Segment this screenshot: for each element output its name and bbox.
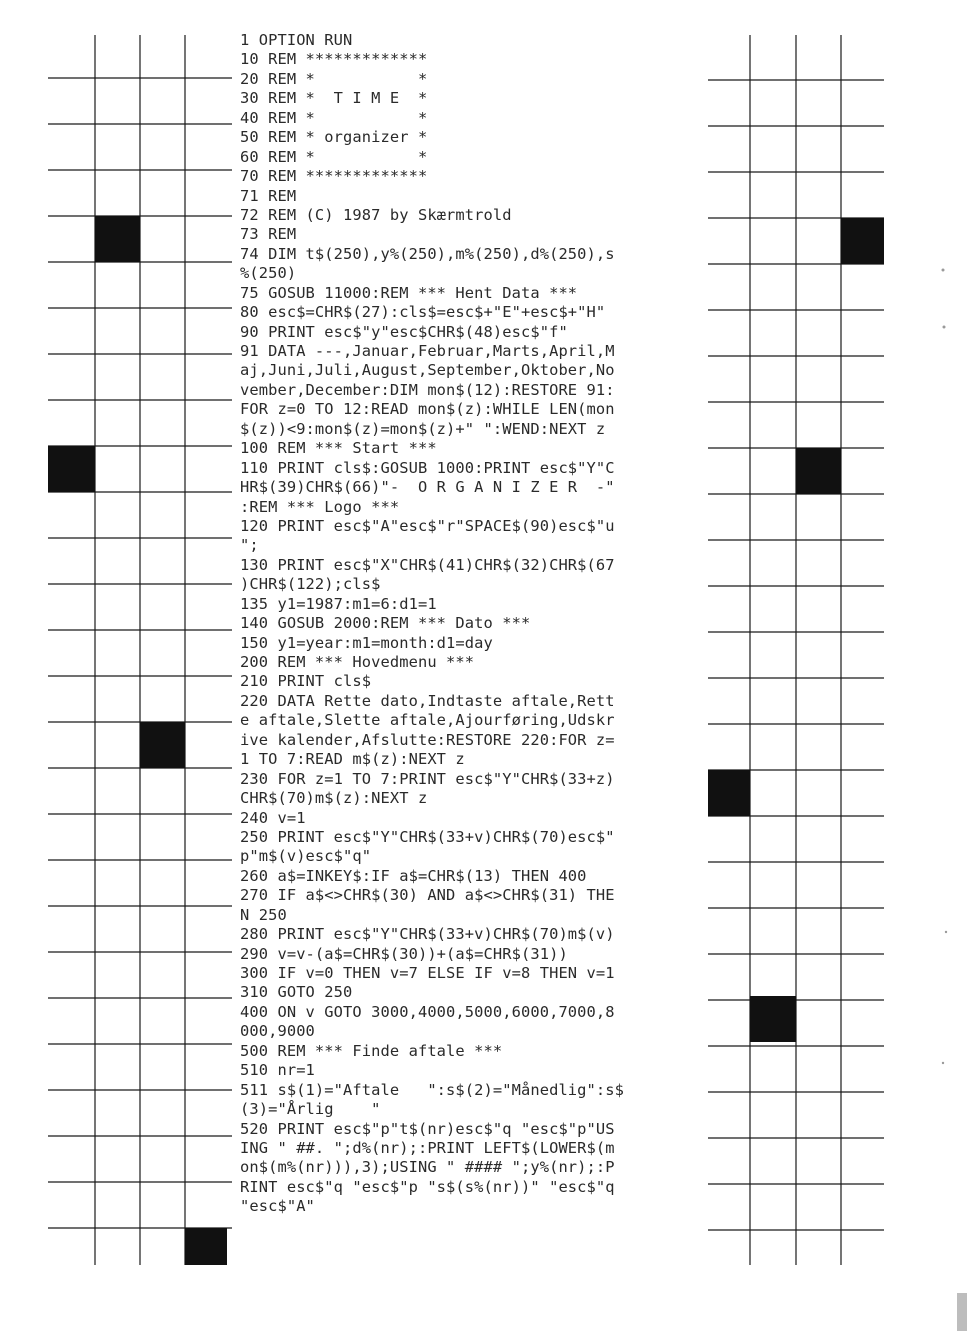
code-line: 280 PRINT esc$"Y"CHR$(33+v)CHR$(70)m$(v) [240,925,615,944]
code-line: 500 REM *** Finde aftale *** [240,1041,503,1060]
code-line: 310 GOTO 250 [240,983,353,1002]
code-line: 74 DIM t$(250),y%(250),m%(250),d%(250),s [240,244,615,263]
code-line: 75 GOSUB 11000:REM *** Hent Data *** [240,283,578,302]
code-line: 000,9000 [240,1022,315,1041]
code-line: 1 TO 7:READ m$(z):NEXT z [240,750,465,769]
code-line: 260 a$=INKEY$:IF a$=CHR$(13) THEN 400 [240,866,587,885]
code-line: e aftale,Slette aftale,Ajourføring,Udskr [240,711,615,730]
code-line: 130 PRINT esc$"X"CHR$(41)CHR$(32)CHR$(67 [240,555,615,574]
code-line: 240 v=1 [240,808,306,827]
code-line: %(250) [240,264,297,283]
code-line: 210 PRINT cls$ [240,672,372,691]
code-line: p"m$(v)esc$"q" [240,847,372,866]
code-line: 90 PRINT esc$"y"esc$CHR$(48)esc$"f" [240,322,568,341]
code-line: 270 IF a$<>CHR$(30) AND a$<>CHR$(31) THE [240,886,615,905]
code-line: 80 esc$=CHR$(27):cls$=esc$+"E"+esc$+"H" [240,303,606,322]
code-line: 70 REM ************* [240,167,428,186]
code-line: ING " ##. ";d%(nr);:PRINT LEFT$(LOWER$(m [240,1138,615,1157]
basic-program-listing [240,31,710,1217]
code-line: 230 FOR z=1 TO 7:PRINT esc$"Y"CHR$(33+z) [240,769,615,788]
code-line: $(z))<9:mon$(z)=mon$(z)+" ":WEND:NEXT z [240,419,606,438]
code-line: 135 y1=1987:m1=6:d1=1 [240,594,437,613]
code-line: HR$(39)CHR$(66)"- O R G A N I Z E R -" [240,478,615,497]
code-line: 200 REM *** Hovedmenu *** [240,653,475,671]
code-line: on$(m%(nr))),3);USING " #### ";y%(nr);:P [240,1158,615,1177]
code-line: aj,Juni,Juli,August,September,Oktober,No [240,361,615,380]
code-line: 290 v=v-(a$=CHR$(30))+(a$=CHR$(31)) [240,944,568,963]
code-line: 300 IF v=0 THEN v=7 ELSE IF v=8 THEN v=1 [240,964,615,982]
code-line: 150 y1=year:m1=month:d1=day [240,633,493,652]
code-line: 10 REM ************* [240,50,428,69]
code-line: (3)="Årlig " [240,1100,381,1119]
code-line: 40 REM * * [240,108,428,127]
code-line: CHR$(70)m$(z):NEXT z [240,789,428,808]
code-line: 30 REM * T I M E * [240,89,428,108]
code-line: ive kalender,Afslutte:RESTORE 220:FOR z= [240,730,615,749]
code-line: 50 REM * organizer * [240,128,428,147]
code-line: RINT esc$"q "esc$"p "s$(s%(nr))" "esc$"q [240,1177,615,1196]
code-line: 511 s$(1)="Aftale ":s$(2)="Månedlig":s$ [240,1080,625,1099]
code-line: :REM *** Logo *** [240,497,400,516]
code-line: 71 REM [240,186,297,205]
code-line: 100 REM *** Start *** [240,439,437,458]
code-line: 20 REM * * [240,69,428,88]
code-line: "; [240,536,259,555]
code-line: 1 OPTION RUN [240,31,353,49]
code-line: 60 REM * * [240,147,428,166]
code-line: 400 ON v GOTO 3000,4000,5000,6000,7000,8 [240,1002,615,1021]
code-line: 220 DATA Rette dato,Indtaste aftale,Rett [240,691,615,710]
scan-edge-shadow [957,1293,967,1331]
code-line: N 250 [240,905,287,924]
code-line: 520 PRINT esc$"p"t$(nr)esc$"q "esc$"p"US [240,1119,615,1138]
code-line: 72 REM (C) 1987 by Skærmtrold [240,205,512,224]
code-line: )CHR$(122);cls$ [240,575,381,594]
code-line: vember,December:DIM mon$(12):RESTORE 91: [240,380,615,399]
code-line: 91 DATA ---,Januar,Februar,Marts,April,M [240,342,615,360]
code-line: 140 GOSUB 2000:REM *** Dato *** [240,614,531,633]
code-line: 73 REM [240,225,297,244]
code-line: FOR z=0 TO 12:READ mon$(z):WHILE LEN(mon [240,400,615,419]
code-line: 110 PRINT cls$:GOSUB 1000:PRINT esc$"Y"C [240,458,615,477]
code-line: 250 PRINT esc$"Y"CHR$(33+v)CHR$(70)esc$" [240,827,615,846]
code-line: 120 PRINT esc$"A"esc$"r"SPACE$(90)esc$"u [240,516,615,535]
code-line: "esc$"A" [240,1197,315,1216]
code-line: 510 nr=1 [240,1061,315,1080]
